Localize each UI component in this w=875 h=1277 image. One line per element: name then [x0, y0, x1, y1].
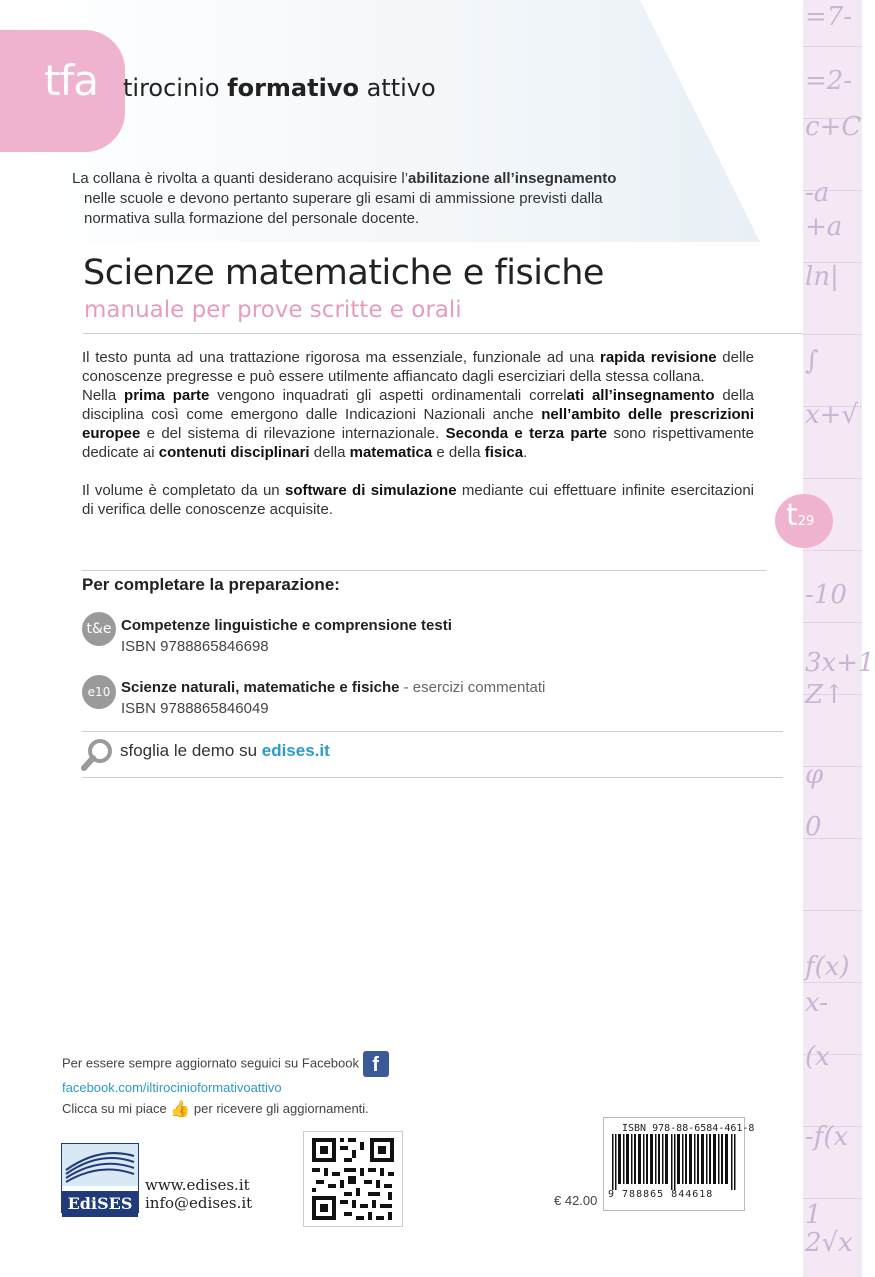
demo-text: sfoglia le demo su edises.it: [120, 741, 330, 760]
related-badge-icon: t&e: [82, 612, 116, 646]
qr-code[interactable]: [303, 1131, 403, 1227]
intro-line2: nelle scuole e devono pertanto superare gli esami di ammissione previsti dalla: [84, 190, 603, 207]
facebook-link[interactable]: facebook.com/iltirocinioformativoattivo: [62, 1080, 282, 1095]
facebook-info: [62, 1051, 389, 1120]
barcode-bars: [612, 1134, 736, 1190]
intro-line1: La collana è rivolta a quanti desiderano acquisire l’: [72, 170, 409, 187]
intro-line1-bold: abilitazione all’insegnamento: [408, 170, 617, 187]
book-title: Scienze matematiche e fisiche: [83, 253, 604, 293]
like-icon[interactable]: 👍: [170, 1101, 191, 1119]
publisher-website[interactable]: www.edises.it: [145, 1176, 250, 1194]
prep-heading: Per completare la preparazione:: [82, 575, 340, 594]
intro-line3: normativa sulla formazione del personale docente.: [84, 210, 420, 227]
like-line-pre: Clicca su mi piace: [62, 1101, 167, 1116]
prep-divider-bottom: [82, 777, 783, 778]
series-logo: tfa: [44, 56, 98, 105]
description-paragraph-2: Nella prima parte vengono inquadrati gli aspetti ordinamentali correlati all’insegnamento della disciplina così come emergono dalle Indicazioni Nazionali anche nell’ambito delle prescrizioni europee e del sistema di rilevazione internazionale. Seconda e terza parte sono rispettivamente dedicate ai contenuti disciplinari della matematica e della fisica.: [82, 387, 755, 461]
related-title-2: Scienze naturali, matematiche e fisiche - esercizi commentati: [121, 679, 546, 696]
description-paragraph-1: Il testo punta ad una trattazione rigorosa ma essenziale, funzionale ad una rapida revisione delle conoscenze pregresse e può essere utilmente affiancato dagli eserciziari della stessa collana.: [82, 349, 754, 385]
related-badge-icon: e10: [82, 675, 116, 709]
book-subtitle: manuale per prove scritte e orali: [84, 297, 462, 323]
barcode-isbn: ISBN 978-88-6584-461-8: [622, 1123, 755, 1134]
series-name: [123, 74, 436, 102]
facebook-icon[interactable]: f: [363, 1051, 389, 1077]
facebook-line: Per essere sempre aggiornato seguici su Facebook: [62, 1055, 359, 1071]
series-name-bold: formativo: [227, 74, 359, 102]
prep-divider-middle: [82, 731, 783, 732]
publisher-email[interactable]: info@edises.it: [145, 1194, 253, 1212]
series-name-pre: tirocinio: [123, 74, 228, 102]
prep-divider-top: [82, 570, 766, 571]
qr-code-graphic: [304, 1132, 402, 1226]
publisher-logo: [61, 1143, 139, 1213]
publisher-name: EdiSES: [62, 1191, 138, 1217]
series-name-post: attivo: [358, 74, 436, 102]
math-decoration-strip: =7- =2- c+C -a +a ln| ∫ x+√ -10 3x+1 Z↑ φ 0 f(x) x- (x -f(x 1 2√x: [803, 0, 862, 1277]
description-paragraph-3: Il volume è completato da un software di simulazione mediante cui effettuare infinite esercitazioni di verifica delle conoscenze acquisite.: [82, 482, 754, 518]
related-title-1: Competenze linguistiche e comprensione testi: [121, 617, 452, 634]
barcode-digits: 9 788865 844618: [608, 1189, 714, 1200]
volume-badge-label: t29: [786, 498, 815, 533]
like-line-post: per ricevere gli aggiornamenti.: [190, 1101, 369, 1116]
publisher-logo-graphic: [62, 1144, 138, 1186]
magnifier-icon: [80, 737, 116, 773]
series-intro: [72, 169, 682, 229]
price: € 42.00: [554, 1193, 598, 1208]
book-description: [82, 348, 754, 519]
title-divider: [83, 333, 803, 334]
related-isbn-1: ISBN 9788865846698: [121, 638, 269, 655]
publisher-contacts: [145, 1176, 252, 1212]
related-isbn-2: ISBN 9788865846049: [121, 700, 269, 717]
demo-link[interactable]: edises.it: [261, 741, 330, 760]
